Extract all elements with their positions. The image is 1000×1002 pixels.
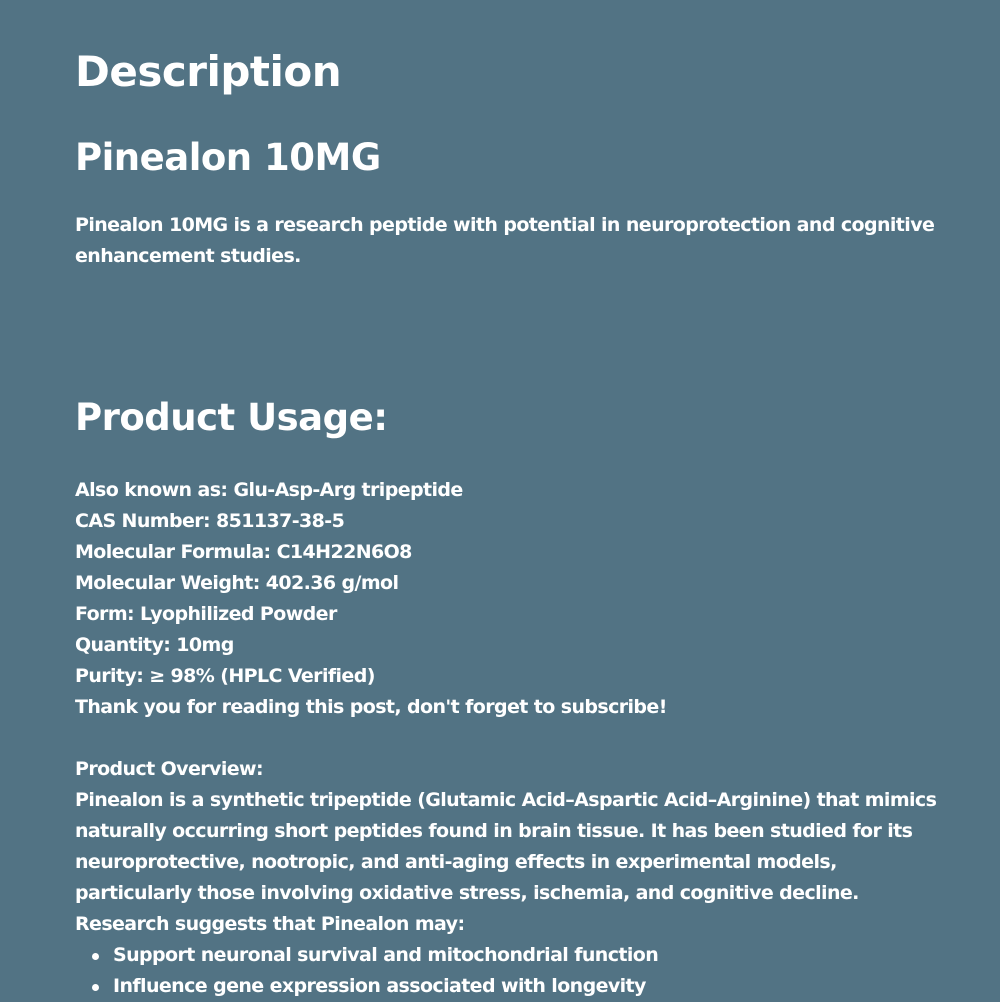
research-bullet-list xyxy=(75,940,955,1002)
spec-molecular-weight: Molecular Weight: 402.36 g/mol xyxy=(75,572,399,594)
overview-heading: Product Overview: xyxy=(75,758,263,780)
spec-cas-number: CAS Number: 851137-38-5 xyxy=(75,510,345,532)
product-usage-heading: Product Usage: xyxy=(75,396,388,439)
subscribe-note: Thank you for reading this post, don't forget to subscribe! xyxy=(75,696,667,718)
bullet-dot-icon xyxy=(92,984,99,991)
product-intro: Pinealon 10MG is a research peptide with potential in neuroprotection and cognitive enhancement studies. xyxy=(75,214,935,267)
spec-quantity: Quantity: 10mg xyxy=(75,634,234,656)
overview-body: Pinealon is a synthetic tripeptide (Glutamic Acid–Aspartic Acid–Arginine) that mimics naturally occurring short peptides found in brain tissue. It has been studied for its neuroprotective, nootropic, and anti-aging effects in experimental models, particularly those involving oxidative stress, ischemia, and cognitive decline. xyxy=(75,789,937,904)
product-specs xyxy=(75,475,955,723)
list-item-text: Support neuronal survival and mitochondrial function xyxy=(113,944,659,966)
list-item xyxy=(75,940,955,971)
spec-also-known-as: Also known as: Glu-Asp-Arg tripeptide xyxy=(75,479,463,501)
spec-molecular-formula: Molecular Formula: C14H22N6O8 xyxy=(75,541,412,563)
bullet-dot-icon xyxy=(92,953,99,960)
research-intro: Research suggests that Pinealon may: xyxy=(75,913,465,935)
list-item-text: Influence gene expression associated with longevity xyxy=(113,975,646,997)
spec-purity: Purity: ≥ 98% (HPLC Verified) xyxy=(75,665,375,687)
list-item xyxy=(75,971,955,1002)
product-title: Pinealon 10MG xyxy=(75,136,381,179)
product-overview xyxy=(75,754,955,1002)
description-heading: Description xyxy=(75,47,342,96)
spec-form: Form: Lyophilized Powder xyxy=(75,603,337,625)
